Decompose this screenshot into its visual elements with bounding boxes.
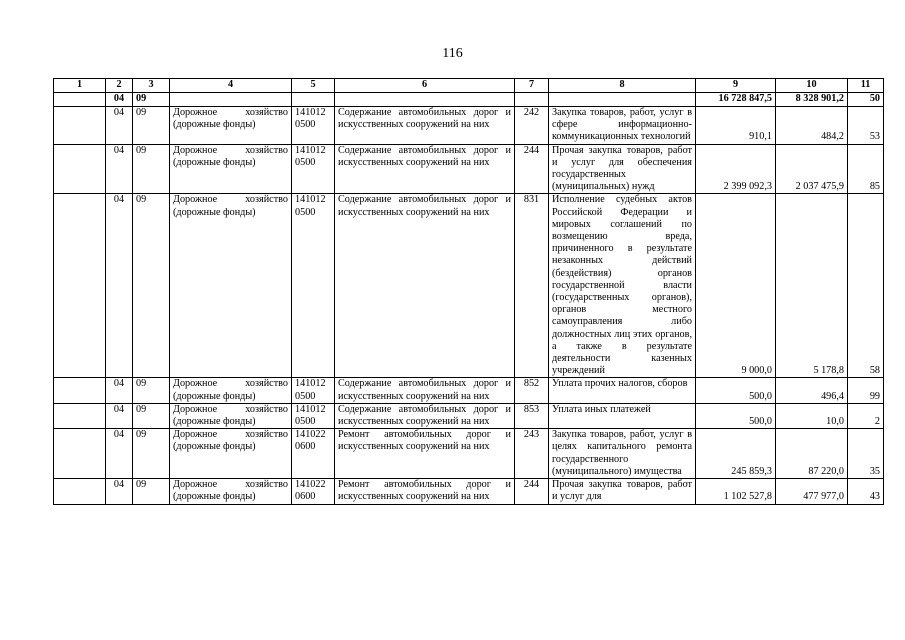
column-header: 7	[515, 79, 549, 93]
executed-amount: 477 977,0	[776, 479, 848, 504]
expense-type-name: Прочая закупка товаров, работ и услуг для	[549, 479, 696, 504]
section-name: Дорожное хозяйство (дорожные фонды)	[170, 429, 292, 479]
section-name: Дорожное хозяйство (дорожные фонды)	[170, 378, 292, 403]
target-article-name: Содержание автомобильных дорог и искусственных сооружений на них	[335, 403, 515, 428]
total-cell-c5	[292, 93, 335, 107]
section-total-row	[54, 93, 884, 107]
table-row	[54, 378, 884, 403]
planned-amount: 9 000,0	[696, 194, 776, 378]
subsection-code: 09	[133, 403, 170, 428]
subsection-code: 09	[133, 378, 170, 403]
expense-type-code: 242	[515, 107, 549, 145]
executed-amount: 2 037 475,9	[776, 144, 848, 194]
column-header: 1	[54, 79, 106, 93]
subsection-code: 09	[133, 429, 170, 479]
total-execution-percent: 50	[848, 93, 884, 107]
expense-type-code: 831	[515, 194, 549, 378]
column-header: 10	[776, 79, 848, 93]
subsection-code: 09	[133, 194, 170, 378]
planned-amount: 2 399 092,3	[696, 144, 776, 194]
page-number: 116	[442, 46, 463, 61]
column-header: 5	[292, 79, 335, 93]
expense-type-name: Прочая закупка товаров, работ и услуг для обеспечения государственных (муниципальных) нужд	[549, 144, 696, 194]
expense-type-code: 852	[515, 378, 549, 403]
table-row	[54, 429, 884, 479]
column-header: 3	[133, 79, 170, 93]
execution-percent: 2	[848, 403, 884, 428]
target-article-name: Ремонт автомобильных дорог и искусственных сооружений на них	[335, 479, 515, 504]
table-row	[54, 403, 884, 428]
execution-percent: 53	[848, 107, 884, 145]
planned-amount: 500,0	[696, 378, 776, 403]
expense-type-code: 853	[515, 403, 549, 428]
subsection-code: 09	[133, 93, 170, 107]
section-name: Дорожное хозяйство (дорожные фонды)	[170, 194, 292, 378]
execution-percent: 43	[848, 479, 884, 504]
executed-amount: 10,0	[776, 403, 848, 428]
section-name: Дорожное хозяйство (дорожные фонды)	[170, 403, 292, 428]
planned-amount: 245 859,3	[696, 429, 776, 479]
section-name: Дорожное хозяйство (дорожные фонды)	[170, 107, 292, 145]
target-article-code: 141012 0500	[292, 107, 335, 145]
target-article-name: Содержание автомобильных дорог и искусственных сооружений на них	[335, 107, 515, 145]
column-number-header-row	[54, 79, 884, 93]
table-row	[54, 479, 884, 504]
subsection-code: 09	[133, 107, 170, 145]
planned-amount: 500,0	[696, 403, 776, 428]
empty-cell	[54, 429, 106, 479]
section-code: 04	[106, 144, 133, 194]
empty-cell	[54, 144, 106, 194]
expense-type-name: Уплата прочих налогов, сборов	[549, 378, 696, 403]
empty-cell	[54, 378, 106, 403]
execution-percent: 99	[848, 378, 884, 403]
empty-cell	[54, 479, 106, 504]
target-article-name: Содержание автомобильных дорог и искусственных сооружений на них	[335, 378, 515, 403]
target-article-code: 141012 0500	[292, 194, 335, 378]
target-article-code: 141012 0500	[292, 378, 335, 403]
section-code: 04	[106, 194, 133, 378]
table-row	[54, 144, 884, 194]
column-header: 8	[549, 79, 696, 93]
execution-percent: 85	[848, 144, 884, 194]
total-cell-c1	[54, 93, 106, 107]
section-name: Дорожное хозяйство (дорожные фонды)	[170, 144, 292, 194]
table-row	[54, 194, 884, 378]
expense-type-code: 244	[515, 144, 549, 194]
executed-amount: 87 220,0	[776, 429, 848, 479]
expense-type-name: Исполнение судебных актов Российской Федерации и мировых соглашений по возмещению вреда, причиненного в результате незаконных действий (бездействия) органов государственной власти (государственных органов), органов местного самоуправления либо должностных лиц этих органов, а также в результате деятельности казенных учреждений	[549, 194, 696, 378]
column-header: 6	[335, 79, 515, 93]
section-code: 04	[106, 107, 133, 145]
total-cell-c6	[335, 93, 515, 107]
executed-amount: 484,2	[776, 107, 848, 145]
total-planned-amount: 16 728 847,5	[696, 93, 776, 107]
target-article-name: Ремонт автомобильных дорог и искусственных сооружений на них	[335, 429, 515, 479]
empty-cell	[54, 107, 106, 145]
column-header: 2	[106, 79, 133, 93]
target-article-name: Содержание автомобильных дорог и искусственных сооружений на них	[335, 144, 515, 194]
section-code: 04	[106, 403, 133, 428]
budget-execution-table	[53, 78, 884, 505]
target-article-name: Содержание автомобильных дорог и искусственных сооружений на них	[335, 194, 515, 378]
expense-type-name: Уплата иных платежей	[549, 403, 696, 428]
column-header: 4	[170, 79, 292, 93]
total-cell-c7	[515, 93, 549, 107]
empty-cell	[54, 194, 106, 378]
section-code: 04	[106, 93, 133, 107]
subsection-code: 09	[133, 144, 170, 194]
execution-percent: 35	[848, 429, 884, 479]
section-code: 04	[106, 378, 133, 403]
section-name: Дорожное хозяйство (дорожные фонды)	[170, 479, 292, 504]
executed-amount: 5 178,8	[776, 194, 848, 378]
execution-percent: 58	[848, 194, 884, 378]
planned-amount: 1 102 527,8	[696, 479, 776, 504]
section-code: 04	[106, 479, 133, 504]
total-cell-c8	[549, 93, 696, 107]
target-article-code: 141022 0600	[292, 429, 335, 479]
expense-type-name: Закупка товаров, работ, услуг в целях капитального ремонта государственного (муниципального) имущества	[549, 429, 696, 479]
executed-amount: 496,4	[776, 378, 848, 403]
expense-type-name: Закупка товаров, работ, услуг в сфере информационно-коммуникационных технологий	[549, 107, 696, 145]
column-header: 9	[696, 79, 776, 93]
expense-type-code: 244	[515, 479, 549, 504]
table-row	[54, 107, 884, 145]
target-article-code: 141012 0500	[292, 144, 335, 194]
total-cell-c4	[170, 93, 292, 107]
empty-cell	[54, 403, 106, 428]
subsection-code: 09	[133, 479, 170, 504]
expense-type-code: 243	[515, 429, 549, 479]
column-header: 11	[848, 79, 884, 93]
total-executed-amount: 8 328 901,2	[776, 93, 848, 107]
section-code: 04	[106, 429, 133, 479]
planned-amount: 910,1	[696, 107, 776, 145]
target-article-code: 141022 0600	[292, 479, 335, 504]
target-article-code: 141012 0500	[292, 403, 335, 428]
